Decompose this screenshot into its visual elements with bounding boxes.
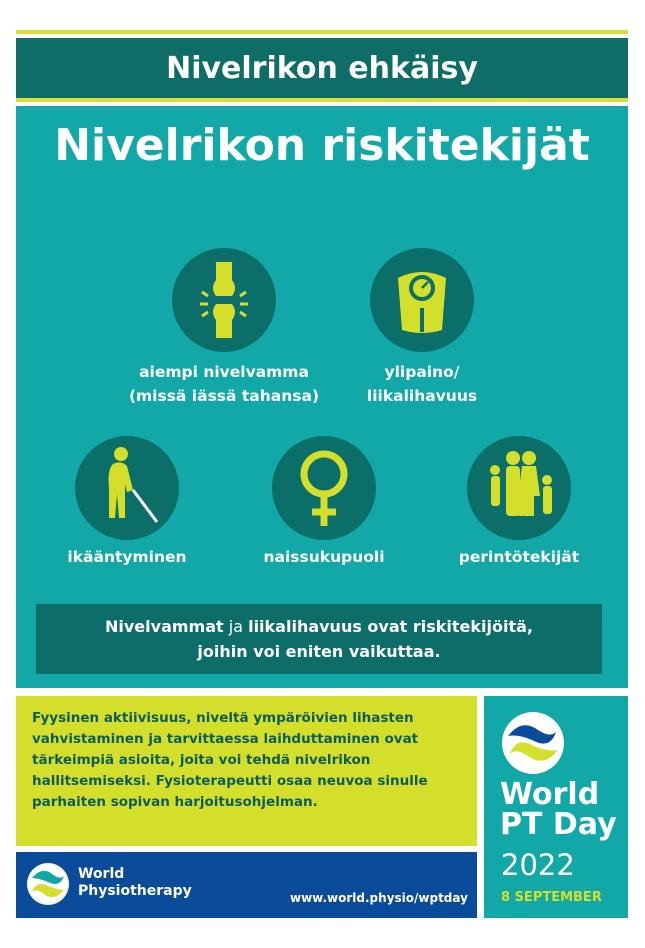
knee-joint-icon — [172, 248, 276, 352]
risk-circle-aging — [75, 436, 179, 540]
elderly-person-with-cane-icon — [75, 436, 179, 540]
header-title: Nivelrikon ehkäisy — [166, 50, 478, 86]
header-accent-line — [16, 98, 628, 102]
top-accent-line — [16, 30, 628, 34]
note-term-obesity: liikalihavuus ovat riskitekijöitä, — [248, 617, 533, 636]
risk-circle-heredity — [467, 436, 571, 540]
risk-label-overweight: ylipaino/ liikalihavuus — [366, 363, 478, 405]
world-pt-day-title: World PT Day — [500, 777, 617, 842]
weighing-scale-icon — [370, 248, 474, 352]
event-date: 8 SEPTEMBER — [501, 890, 602, 905]
note-connector: ja — [223, 617, 249, 636]
info-text: Fyysinen aktiivisuus, niveltä ympäröivien lihasten vahvistaminen ja tarvittaessa laihduttaminen ovat tärkeimpiä asioita, joita voi tehdä nivelrikon hallitsemiseksi. Fysioterapeutti osaa neuvoa sinulle parhaiten sopivan harjoitusohjelman. — [32, 710, 428, 810]
risk-label-female-sex: naissukupuoli — [263, 548, 385, 566]
note-term-injuries: Nivelvammat — [105, 617, 224, 636]
note-line2: joihin voi eniten vaikuttaa. — [197, 642, 441, 661]
risk-label-heredity: perintötekijät — [458, 548, 580, 566]
modifiable-risks-note — [36, 604, 602, 674]
event-year: 2022 — [501, 848, 575, 882]
family-icon — [467, 436, 571, 540]
risk-circle-overweight — [370, 248, 474, 352]
page-header — [16, 38, 628, 98]
footer-url-link[interactable]: www.world.physio/wptday — [290, 891, 468, 905]
risk-label-joint-injury: aiempi nivelvamma (missä iässä tahansa) — [128, 363, 320, 405]
footer-brand: World Physiotherapy — [78, 866, 192, 899]
risk-circle-female-sex — [272, 436, 376, 540]
page-title: Nivelrikon riskitekijät — [54, 120, 590, 171]
world-pt-day-logo-icon — [500, 710, 566, 776]
risk-label-aging: ikääntyminen — [67, 548, 187, 566]
female-symbol-icon — [272, 436, 376, 540]
risk-circle-joint-injury — [172, 248, 276, 352]
world-physiotherapy-logo-icon — [26, 862, 70, 906]
